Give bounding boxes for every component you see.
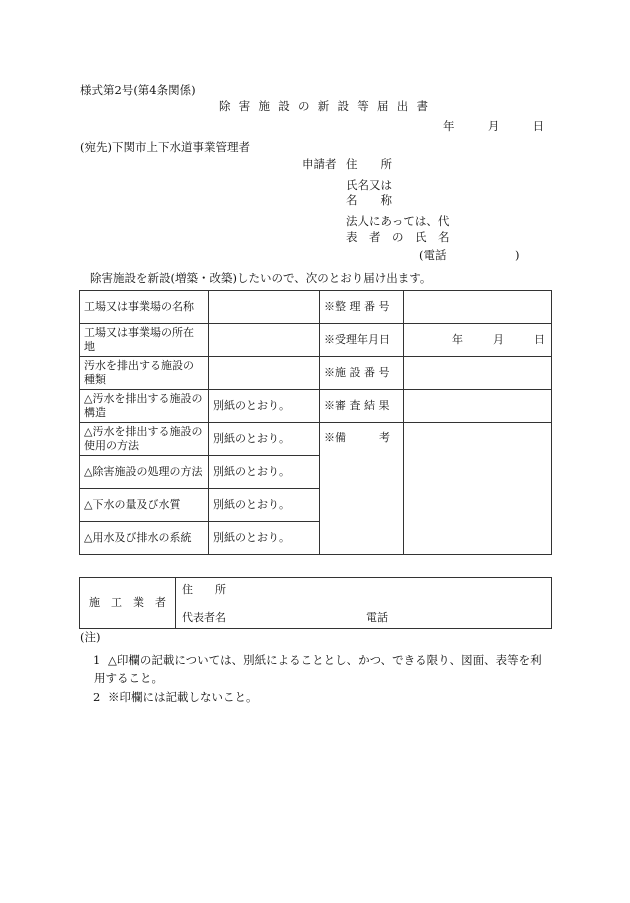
contractor-table [79, 577, 552, 629]
receipt-month: 月 [493, 333, 504, 346]
contractor-label: 施 工 業 者 [80, 578, 176, 629]
receipt-date-value[interactable] [404, 324, 552, 357]
facility-structure-label: △汚水を排出する施設の構造 [80, 390, 209, 423]
note-1-text: △印欄の記載については、別紙によることとし、かつ、できる限り、図面、表等を利 [108, 653, 542, 667]
remarks-value[interactable] [404, 423, 552, 555]
contractor-info[interactable] [176, 578, 552, 629]
receipt-day: 日 [534, 333, 545, 346]
table-row [80, 357, 552, 390]
facility-number-value[interactable] [404, 357, 552, 390]
submission-date [443, 119, 544, 133]
note-1-continued: 用すること。 [94, 671, 163, 685]
applicant-phone-close: ) [515, 248, 520, 262]
sewage-quality-label: △下水の量及び水質 [80, 489, 209, 522]
date-month: 月 [487, 119, 500, 133]
ref-number-label: ※整 理 番 号 [320, 291, 404, 324]
facility-location-value[interactable] [209, 324, 320, 357]
applicant-rep-label-1: 法人にあっては、代 [346, 214, 450, 228]
note-2-text: ※印欄には記載しないこと。 [108, 690, 258, 704]
table-row [80, 291, 552, 324]
notification-table [79, 290, 552, 555]
receipt-date-label: ※受理年月日 [320, 324, 404, 357]
applicant-rep-label-2: 表 者 の 氏 名 [346, 230, 450, 244]
sewage-quality-value[interactable]: 別紙のとおり。 [209, 489, 320, 522]
contractor-rep-label: 代表者名 [182, 611, 226, 624]
facility-type-value[interactable] [209, 357, 320, 390]
receipt-year: 年 [452, 333, 463, 346]
contractor-address-label: 住 所 [182, 583, 226, 596]
facility-name-value[interactable] [209, 291, 320, 324]
contractor-phone-label: 電話 [366, 611, 388, 624]
table-row [80, 390, 552, 423]
form-label: 様式第2号(第4条関係) [80, 83, 196, 97]
facility-usage-value[interactable]: 別紙のとおり。 [209, 423, 320, 456]
facility-type-label: 汚水を排出する施設の種類 [80, 357, 209, 390]
facility-name-label: 工場又は事業場の名称 [80, 291, 209, 324]
note-2-number: 2 [93, 690, 101, 704]
applicant-name-label-2: 名 称 [346, 193, 392, 207]
table-row [80, 324, 552, 357]
notes-heading: (注) [80, 630, 101, 644]
review-result-value[interactable] [404, 390, 552, 423]
ref-number-value[interactable] [404, 291, 552, 324]
facility-usage-label: △汚水を排出する施設の使用の方法 [80, 423, 209, 456]
addressee: (宛先)下関市上下水道事業管理者 [80, 140, 250, 154]
date-day: 日 [532, 119, 545, 133]
water-system-label: △用水及び排水の系統 [80, 522, 209, 555]
intro-text: 除害施設を新設(増築・改築)したいので、次のとおり届け出ます。 [90, 271, 432, 285]
table-row [80, 423, 552, 456]
date-year: 年 [443, 119, 455, 133]
treatment-method-label: △除害施設の処理の方法 [80, 456, 209, 489]
facility-number-label: ※施 設 番 号 [320, 357, 404, 390]
applicant-phone-open: (電話 [419, 248, 447, 262]
table-row [80, 578, 552, 629]
facility-location-label: 工場又は事業場の所在地 [80, 324, 209, 357]
applicant-name-label-1: 氏名又は [346, 178, 392, 192]
treatment-method-value[interactable]: 別紙のとおり。 [209, 456, 320, 489]
water-system-value[interactable]: 別紙のとおり。 [209, 522, 320, 555]
page-title: 除 害 施 設 の 新 設 等 届 出 書 [219, 99, 431, 113]
note-1-number: 1 [93, 653, 101, 667]
applicant-label: 申請者 [302, 157, 337, 171]
review-result-label: ※審 査 結 果 [320, 390, 404, 423]
facility-structure-value[interactable]: 別紙のとおり。 [209, 390, 320, 423]
applicant-address-label: 住 所 [346, 157, 392, 171]
remarks-label: ※備 考 [320, 423, 404, 555]
